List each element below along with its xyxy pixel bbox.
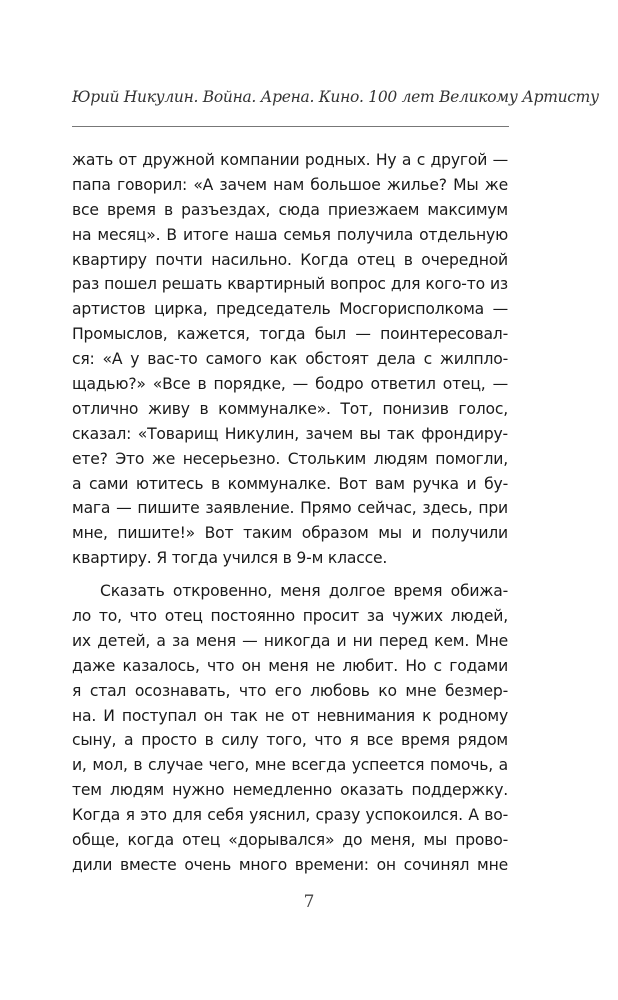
text-line: щадью?» «Все в порядке, — бодро ответил отец, —: [72, 375, 508, 394]
text-line: ете? Это же несерьезно. Стольким людям помогли,: [72, 449, 508, 468]
text-line: Когда я это для себя уяснил, сразу успокоился. А во-: [72, 806, 508, 825]
text-line: ло то, что отец постоянно просит за чужих людей,: [72, 607, 508, 626]
text-line: ся: «А у вас-то самого как обстоят дела с жилпло-: [72, 350, 508, 369]
running-header: Юрий Никулин. Война. Арена. Кино. 100 лет Великому Артисту: [72, 88, 599, 106]
paragraph-1: [72, 148, 508, 571]
text-line: на месяц». В итоге наша семья получила отдельную: [72, 225, 508, 244]
header-rule: [72, 126, 509, 127]
text-line: дили вместе очень много времени: он сочинял мне: [72, 855, 508, 874]
text-line: на. И поступал он так не от невнимания к родному: [72, 706, 508, 725]
text-line: даже казалось, что он меня не любит. Но с годами: [72, 656, 508, 675]
page-number: 7: [303, 892, 315, 912]
body-text: [72, 148, 508, 878]
text-line: сыну, а просто в силу того, что я все время рядом: [72, 731, 508, 750]
text-line: мага — пишите заявление. Прямо сейчас, здесь, при: [72, 499, 508, 518]
text-line: обще, когда отец «дорывался» до меня, мы прово-: [72, 831, 508, 850]
text-line: папа говорил: «А зачем нам большое жилье? Мы же: [72, 175, 508, 194]
paragraph-2: [72, 579, 508, 878]
text-line: а сами ютитесь в коммуналке. Вот вам ручка и бу-: [72, 474, 508, 493]
text-line: квартиру почти насильно. Когда отец в очередной: [72, 250, 508, 269]
text-line: их детей, а за меня — никогда и ни перед кем. Мне: [72, 631, 508, 650]
text-line: тем людям нужно немедленно оказать поддержку.: [72, 781, 508, 800]
text-line: я стал осознавать, что его любовь ко мне безмер-: [72, 681, 508, 700]
text-line: Промыслов, кажется, тогда был — поинтересовал-: [72, 325, 508, 344]
text-line: жать от дружной компании родных. Ну а с другой —: [72, 151, 508, 169]
text-line: мне, пишите!» Вот таким образом мы и получили: [72, 524, 508, 543]
text-line: артистов цирка, председатель Мосгорисполкома —: [72, 300, 508, 319]
text-line: отлично живу в коммуналке». Тот, понизив голос,: [72, 399, 508, 418]
text-line: все время в разъездах, сюда приезжаем максимум: [72, 200, 508, 219]
text-line: квартиру. Я тогда учился в 9-м классе.: [72, 549, 388, 568]
text-line: Сказать откровенно, меня долгое время обижа-: [100, 582, 508, 601]
text-line: и, мол, в случае чего, мне всегда успеется помочь, а: [72, 756, 508, 775]
text-line: раз пошел решать квартирный вопрос для кого-то из: [72, 275, 508, 294]
text-line: сказал: «Товарищ Никулин, зачем вы так фрондиру-: [72, 424, 508, 443]
